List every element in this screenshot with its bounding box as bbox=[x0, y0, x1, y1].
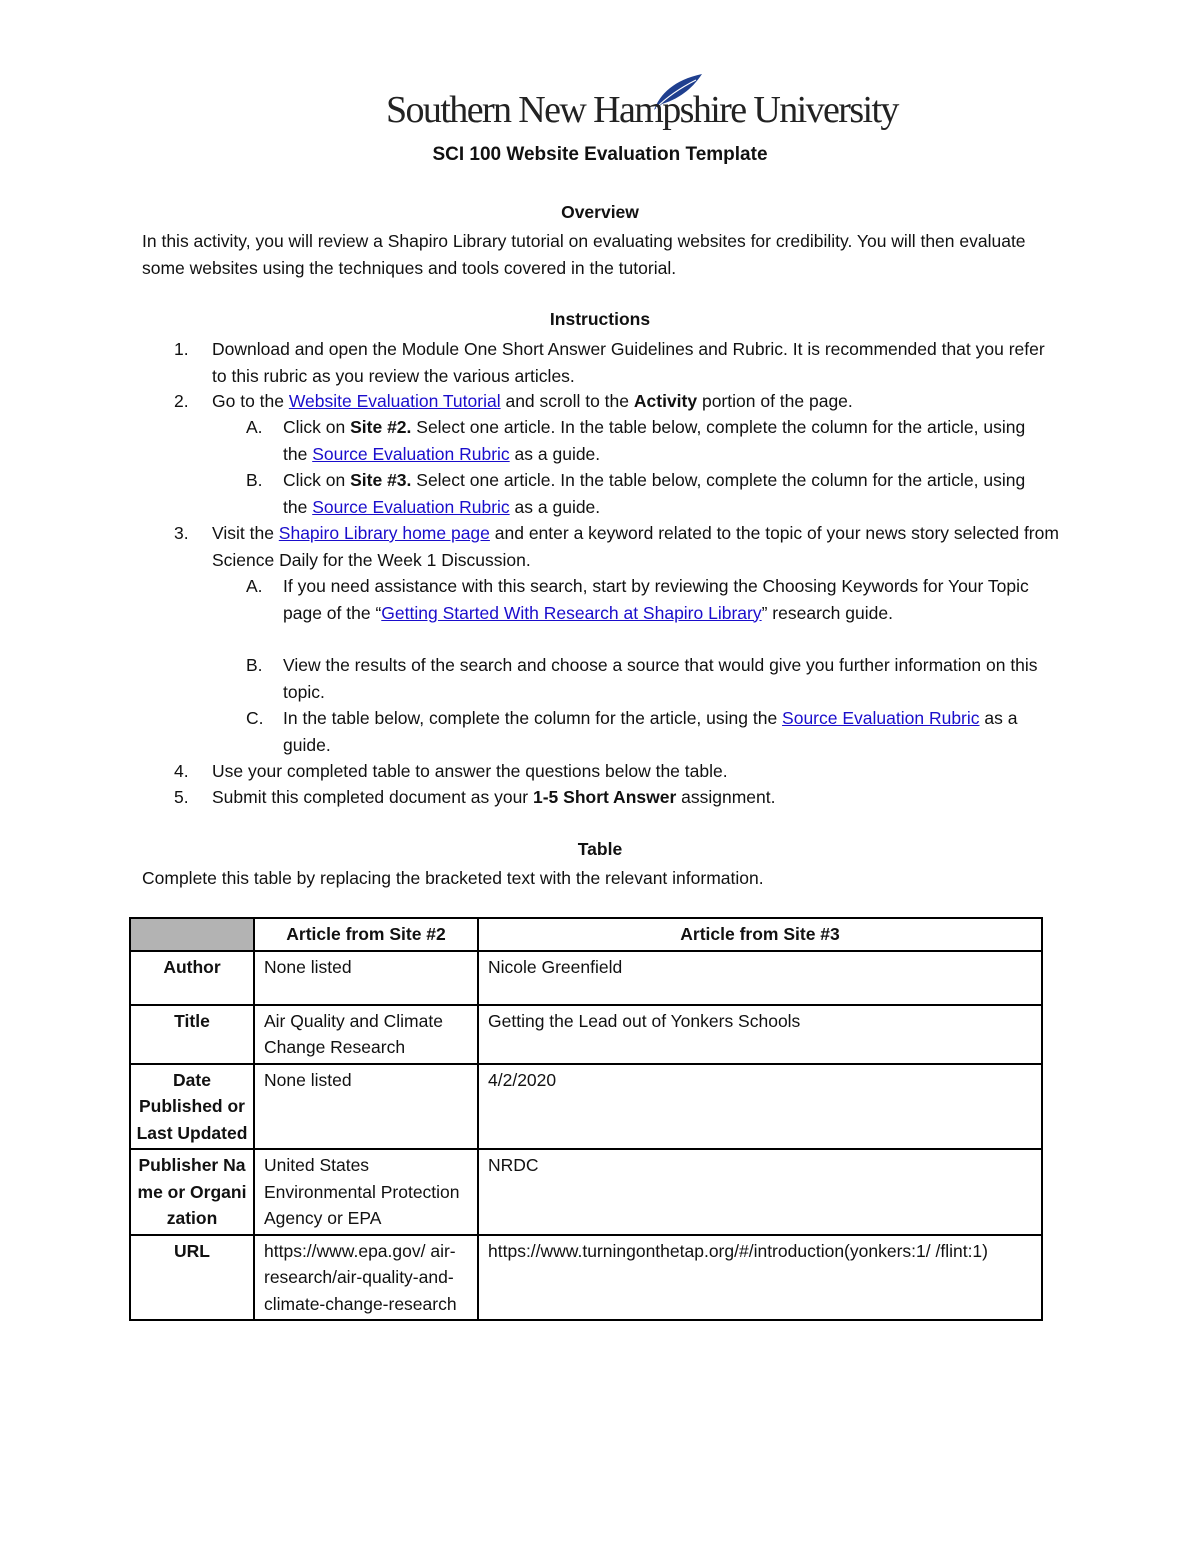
item-text: Download and open the Module One Short Answer Guidelines and Rubric. It is recommended that you refer to this rubric as you review the various articles. bbox=[212, 339, 1045, 386]
row-label: URL bbox=[130, 1235, 254, 1321]
source-evaluation-rubric-link[interactable]: Source Evaluation Rubric bbox=[312, 496, 510, 517]
column-header-site3: Article from Site #3 bbox=[478, 918, 1042, 951]
subitem-text: If you need assistance with this search, start by reviewing the Choosing Keywords for Your Topic page of the “Getting Started With Research at Shapiro Library” research guide. bbox=[283, 576, 1029, 623]
item-text: Visit the Shapiro Library home page and enter a keyword related to the topic of your news story selected from Science Daily for the Week 1 Discussion. bbox=[212, 523, 1059, 570]
cell-site3[interactable]: NRDC bbox=[478, 1149, 1042, 1235]
item-number: 5. bbox=[174, 787, 189, 807]
table-row-author bbox=[130, 951, 1042, 1005]
item-number: 2. bbox=[174, 391, 189, 411]
cell-site2[interactable]: None listed bbox=[254, 1064, 478, 1150]
row-label: Date Published or Last Updated bbox=[130, 1064, 254, 1150]
subitem-letter: A. bbox=[246, 417, 263, 437]
cell-site3[interactable]: Nicole Greenfield bbox=[478, 951, 1042, 1005]
source-evaluation-rubric-link[interactable]: Source Evaluation Rubric bbox=[782, 708, 980, 728]
table-header-row bbox=[130, 918, 1042, 951]
subitem-letter: B. bbox=[246, 655, 263, 675]
shapiro-library-home-link[interactable]: Shapiro Library home page bbox=[278, 523, 490, 543]
row-label: Title bbox=[130, 1005, 254, 1064]
subitem-letter: C. bbox=[246, 708, 264, 728]
table-row-title bbox=[130, 1005, 1042, 1064]
item-text: Go to the Website Evaluation Tutorial and scroll to the Activity portion of the page. bbox=[212, 391, 853, 411]
website-evaluation-tutorial-link[interactable]: Website Evaluation Tutorial bbox=[288, 391, 501, 411]
evaluation-table bbox=[129, 917, 1043, 1321]
subitem-letter: A. bbox=[246, 576, 263, 596]
subitem-text: Click on Site #2. Select one article. In the table below, complete the column for the article, using the Source Evaluation Rubric as a guide. bbox=[283, 417, 1026, 464]
table-intro: Complete this table by replacing the bracketed text with the relevant information. bbox=[142, 868, 764, 888]
getting-started-research-link[interactable]: Getting Started With Research at Shapiro Library bbox=[381, 602, 762, 623]
cell-site2[interactable]: None listed bbox=[254, 951, 478, 1005]
item-text: Submit this completed document as your 1-5 Short Answer assignment. bbox=[212, 787, 776, 807]
instructions-heading: Instructions bbox=[549, 309, 651, 329]
subitem-text: In the table below, complete the column for the article, using the Source Evaluation Rubric as a guide. bbox=[283, 708, 1018, 755]
logo-text: Southern New Hampshire University bbox=[386, 89, 898, 131]
source-evaluation-rubric-link[interactable]: Source Evaluation Rubric bbox=[312, 443, 510, 464]
item-number: 3. bbox=[174, 523, 189, 543]
column-header-site2: Article from Site #2 bbox=[254, 918, 478, 951]
overview-heading: Overview bbox=[561, 202, 639, 222]
cell-site2[interactable]: Air Quality and Climate Change Research bbox=[254, 1005, 478, 1064]
university-logo bbox=[386, 72, 898, 136]
cell-site3[interactable]: 4/2/2020 bbox=[478, 1064, 1042, 1150]
row-label: Publisher Name or Organization bbox=[130, 1149, 254, 1235]
table-heading: Table bbox=[577, 839, 623, 859]
cell-site2[interactable]: United States Environmental Protection Agency or EPA bbox=[254, 1149, 478, 1235]
table-row-url bbox=[130, 1235, 1042, 1321]
cell-site3[interactable]: https://www.turningonthetap.org/#/introduction(yonkers:1/ /flint:1) bbox=[478, 1235, 1042, 1321]
item-number: 1. bbox=[174, 339, 189, 359]
table-row-publisher bbox=[130, 1149, 1042, 1235]
cell-site3[interactable]: Getting the Lead out of Yonkers Schools bbox=[478, 1005, 1042, 1064]
subitem-text: Click on Site #3. Select one article. In the table below, complete the column for the article, using the Source Evaluation Rubric as a guide. bbox=[283, 470, 1026, 517]
corner-cell bbox=[130, 918, 254, 951]
item-text: Use your completed table to answer the questions below the table. bbox=[212, 761, 728, 781]
subitem-text: View the results of the search and choose a source that would give you further information on this topic. bbox=[283, 655, 1038, 702]
row-label: Author bbox=[130, 951, 254, 1005]
overview-text: In this activity, you will review a Shapiro Library tutorial on evaluating websites for credibility. You will then evaluate some websites using the techniques and tools covered in the tutorial. bbox=[142, 231, 1026, 278]
subitem-letter: B. bbox=[246, 470, 263, 490]
table-row-date bbox=[130, 1064, 1042, 1150]
document-title: SCI 100 Website Evaluation Template bbox=[432, 144, 768, 165]
item-number: 4. bbox=[174, 761, 189, 781]
cell-site2[interactable]: https://www.epa.gov/ air-research/air-quality-and-climate-change-research bbox=[254, 1235, 478, 1321]
